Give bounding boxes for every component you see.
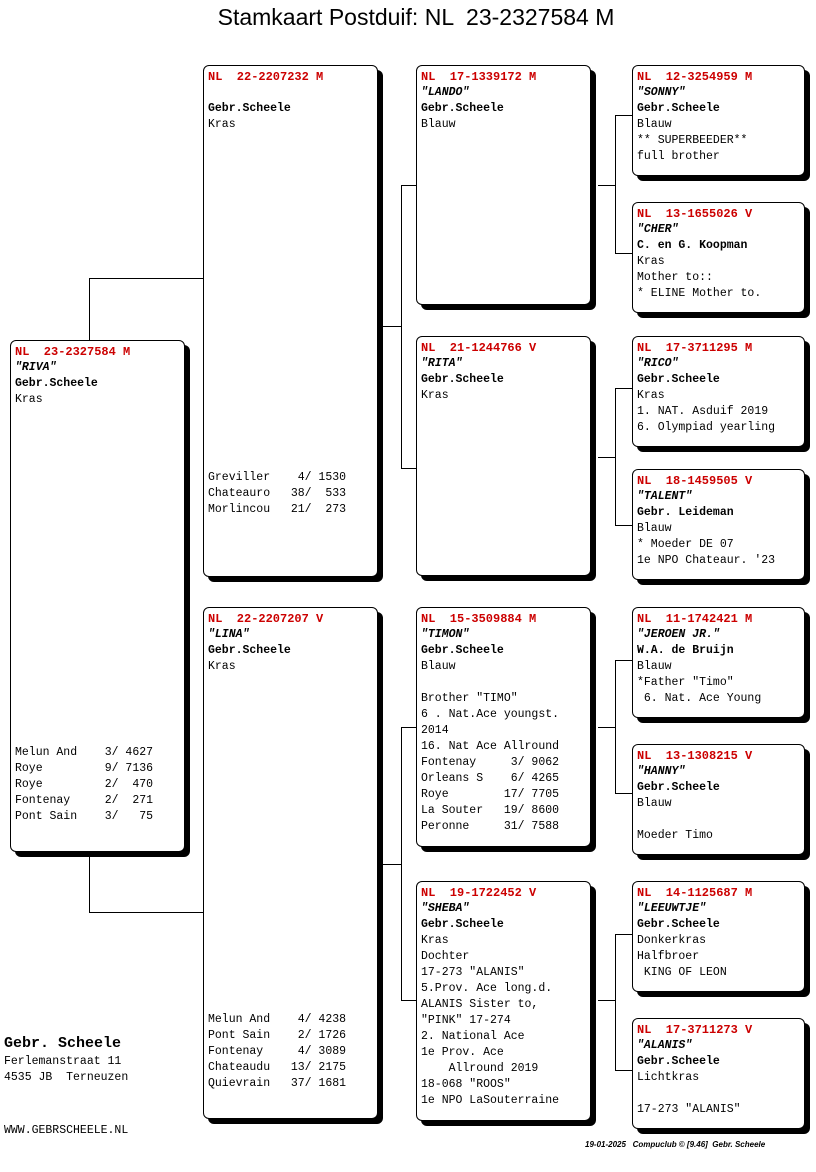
ring-number: NL 13-1308215 V [637, 749, 753, 763]
ring-number: NL 11-1742421 M [637, 612, 753, 626]
info-line: 1e NPO LaSouterraine [421, 1094, 560, 1107]
connector [89, 278, 204, 279]
owner-name: Gebr.Scheele [208, 644, 291, 657]
pigeon-card-mff [632, 607, 805, 718]
race-result: Melun And 4/ 4238 [208, 1013, 347, 1026]
info-line: Mother to:: [637, 271, 713, 284]
owner-name: C. en G. Koopman [637, 239, 748, 252]
pigeon-name: "RITA" [421, 357, 463, 370]
pigeon-card-mmm [632, 1018, 805, 1129]
owner-name: W.A. de Bruijn [637, 644, 734, 657]
pigeon-name: "LANDO" [421, 86, 470, 99]
info-line: Blauw [637, 522, 672, 535]
connector [598, 185, 615, 186]
connector [401, 1000, 417, 1001]
breeder-name: Gebr. Scheele [4, 1035, 122, 1052]
connector [615, 934, 633, 935]
info-line [637, 812, 800, 828]
info-line: Kras [15, 393, 43, 406]
pigeon-name: "JEROEN JR." [637, 628, 720, 641]
info-line: Roye 17/ 7705 [421, 788, 560, 801]
pigeon-name: "CHER" [637, 223, 679, 236]
pigeon-card-mf [416, 607, 591, 847]
pigeon-name: "RICO" [637, 357, 679, 370]
race-result: Melun And 3/ 4627 [15, 746, 154, 759]
page-title: Stamkaart Postduif: NL 23-2327584 M [217, 4, 615, 30]
info-line: 1. NAT. Asduif 2019 [637, 405, 769, 418]
pigeon-name: "ALANIS" [637, 1039, 693, 1052]
connector [615, 115, 616, 253]
info-line: 16. Nat Ace Allround [421, 740, 560, 753]
ring-number: NL 21-1244766 V [421, 341, 537, 355]
connector [615, 793, 633, 794]
breeder-address-street: Ferlemanstraat 11 [4, 1055, 122, 1068]
connector [598, 1000, 615, 1001]
info-line: Dochter [421, 950, 470, 963]
ring-number: NL 22-2207207 V [208, 612, 324, 626]
info-line: Blauw [637, 660, 672, 673]
breeder-info [4, 1034, 128, 1086]
info-line: 6 . Nat.Ace youngst. [421, 708, 560, 721]
race-result: Quievrain 37/ 1681 [208, 1077, 347, 1090]
ring-number: NL 12-3254959 M [637, 70, 753, 84]
info-line: La Souter 19/ 8600 [421, 804, 560, 817]
pigeon-card-fmf [632, 336, 805, 447]
ring-number: NL 22-2207232 M [208, 70, 324, 84]
info-line: Kras [421, 934, 449, 947]
ring-number: NL 19-1722452 V [421, 886, 537, 900]
info-line: Moeder Timo [637, 829, 713, 842]
info-line: Kras [208, 660, 236, 673]
info-line: * ELINE Mother to. [637, 287, 762, 300]
pigeon-name [208, 85, 373, 101]
ring-number: NL 14-1125687 M [637, 886, 753, 900]
pigeon-card-ff [416, 65, 591, 305]
connector [89, 852, 90, 912]
info-line: Blauw [637, 118, 672, 131]
pigeon-card-fm [416, 336, 591, 576]
ring-number: NL 23-2327584 M [15, 345, 131, 359]
ring-number: NL 18-1459505 V [637, 474, 753, 488]
connector [381, 864, 401, 865]
ring-number: NL 13-1655026 V [637, 207, 753, 221]
ring-number: NL 17-1339172 M [421, 70, 537, 84]
info-line: 2. National Ace [421, 1030, 525, 1043]
info-line: 5.Prov. Ace long.d. [421, 982, 553, 995]
pigeon-card-main [10, 340, 185, 852]
owner-name: Gebr.Scheele [208, 102, 291, 115]
info-line: Allround 2019 [421, 1062, 539, 1075]
owner-name: Gebr.Scheele [421, 918, 504, 931]
info-line: Orleans S 6/ 4265 [421, 772, 560, 785]
race-result: Pont Sain 2/ 1726 [208, 1029, 347, 1042]
connector [615, 115, 633, 116]
connector [615, 660, 633, 661]
footer-credits: 19-01-2025 Compuclub © [9.46] Gebr. Scheele [585, 1140, 766, 1149]
ring-number: NL 17-3711295 M [637, 341, 753, 355]
owner-name: Gebr.Scheele [637, 373, 720, 386]
connector [598, 457, 615, 458]
info-line: "PINK" 17-274 [421, 1014, 511, 1027]
owner-name: Gebr.Scheele [637, 781, 720, 794]
info-line: Donkerkras [637, 934, 707, 947]
connector [401, 185, 417, 186]
ring-number: NL 17-3711273 V [637, 1023, 753, 1037]
info-line: Blauw [421, 660, 456, 673]
owner-name: Gebr.Scheele [421, 102, 504, 115]
info-line: Blauw [637, 797, 672, 810]
owner-name: Gebr.Scheele [637, 102, 720, 115]
race-result: Morlincou 21/ 273 [208, 503, 347, 516]
info-line: full brother [637, 150, 720, 163]
info-line: 18-068 "ROOS" [421, 1078, 511, 1091]
info-line: Brother "TIMO" [421, 692, 518, 705]
pigeon-name: "SONNY" [637, 86, 686, 99]
connector [401, 185, 402, 468]
pigeon-name: "RIVA" [15, 361, 57, 374]
connector [401, 727, 417, 728]
race-result: Greviller 4/ 1530 [208, 471, 347, 484]
pigeon-name: "SHEBA" [421, 902, 470, 915]
connector [401, 727, 402, 1000]
connector [89, 278, 90, 340]
info-line: Kras [208, 118, 236, 131]
connector [615, 253, 633, 254]
info-line: Kras [637, 255, 665, 268]
connector [89, 912, 204, 913]
info-line: 6. Olympiad yearling [637, 421, 776, 434]
pigeon-card-mother [203, 607, 378, 1119]
pigeon-card-mfm [632, 744, 805, 855]
info-line: Halfbroer [637, 950, 700, 963]
connector [598, 727, 615, 728]
race-result: Fontenay 2/ 271 [15, 794, 154, 807]
race-result: Chateaudu 13/ 2175 [208, 1061, 347, 1074]
info-line: Kras [637, 389, 665, 402]
race-result: Fontenay 4/ 3089 [208, 1045, 347, 1058]
race-result: Roye 9/ 7136 [15, 762, 154, 775]
info-line: Peronne 31/ 7588 [421, 820, 560, 833]
info-line: 1e Prov. Ace [421, 1046, 504, 1059]
pigeon-card-mm [416, 881, 591, 1121]
owner-name: Gebr.Scheele [421, 644, 504, 657]
race-result: Pont Sain 3/ 75 [15, 810, 154, 823]
connector [615, 525, 633, 526]
pigeon-name: "HANNY" [637, 765, 686, 778]
info-line: *Father "Timo" [637, 676, 734, 689]
connector [615, 388, 616, 525]
owner-name: Gebr.Scheele [421, 373, 504, 386]
ring-number: NL 15-3509884 M [421, 612, 537, 626]
owner-name: Gebr. Leideman [637, 506, 734, 519]
owner-name: Gebr.Scheele [15, 377, 98, 390]
connector [615, 660, 616, 793]
pigeon-name: "LEEUWTJE" [637, 902, 707, 915]
info-line: ALANIS Sister to, [421, 998, 539, 1011]
pigeon-card-fff [632, 65, 805, 176]
info-line: Kras [421, 389, 449, 402]
connector [381, 326, 401, 327]
connector [615, 388, 633, 389]
info-line: 6. Nat. Ace Young [637, 692, 762, 705]
pigeon-name: "LINA" [208, 628, 250, 641]
info-line: 1e NPO Chateaur. '23 [637, 554, 776, 567]
info-line: 17-273 "ALANIS" [637, 1103, 741, 1116]
info-line: Fontenay 3/ 9062 [421, 756, 560, 769]
pigeon-name: "TIMON" [421, 628, 470, 641]
race-result: Roye 2/ 470 [15, 778, 154, 791]
info-line: Lichtkras [637, 1071, 700, 1084]
breeder-website: WWW.GEBRSCHEELE.NL [4, 1124, 129, 1137]
info-line: 17-273 "ALANIS" [421, 966, 525, 979]
owner-name: Gebr.Scheele [637, 918, 720, 931]
pigeon-name: "TALENT" [637, 490, 693, 503]
pigeon-card-mmf [632, 881, 805, 992]
info-line: ** SUPERBEEDER** [637, 134, 748, 147]
race-result: Chateauro 38/ 533 [208, 487, 347, 500]
info-line: * Moeder DE 07 [637, 538, 734, 551]
connector [401, 468, 417, 469]
owner-name: Gebr.Scheele [637, 1055, 720, 1068]
info-line: 2014 [421, 724, 449, 737]
info-line: Blauw [421, 118, 456, 131]
pigeon-card-father [203, 65, 378, 577]
connector [615, 1070, 633, 1071]
pigeon-card-ffm [632, 202, 805, 313]
breeder-address-city: 4535 JB Terneuzen [4, 1071, 129, 1084]
pigeon-card-fmm [632, 469, 805, 580]
info-line: KING OF LEON [637, 966, 727, 979]
info-line [421, 675, 586, 691]
info-line [637, 1086, 800, 1102]
connector [615, 934, 616, 1070]
